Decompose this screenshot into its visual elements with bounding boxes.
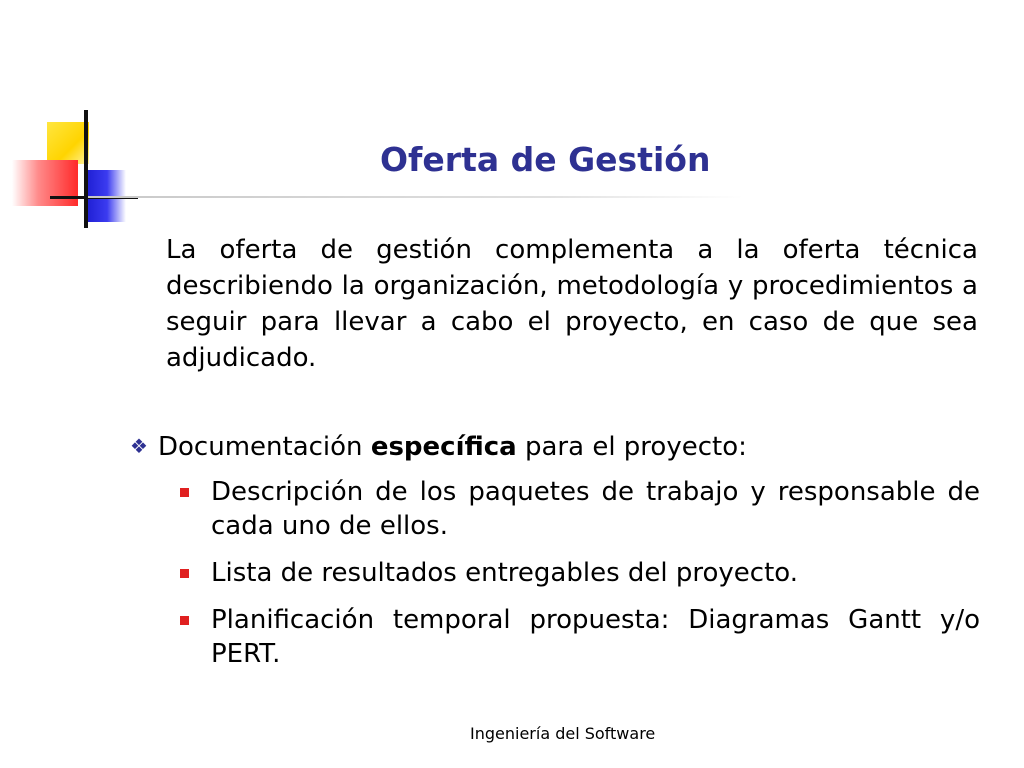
list-item-text: Lista de resultados entregables del proyecto. (211, 558, 798, 588)
list-item (180, 556, 980, 590)
square-bullet-icon (180, 616, 189, 625)
square-bullet-icon (180, 569, 189, 578)
list-item (180, 603, 980, 671)
title-divider (88, 196, 743, 198)
intro-paragraph: La oferta de gestión complementa a la oferta técnica describiendo la organización, metodología y procedimientos a seguir para llevar a cabo el proyecto, en caso de que sea adjudicado. (166, 235, 978, 373)
yellow-square (47, 122, 89, 164)
list-item-text: Descripción de los paquetes de trabajo y responsable de cada uno de ellos. (211, 477, 980, 541)
decorative-logo (0, 0, 160, 240)
section-bold: específica (370, 432, 517, 462)
section-suffix: para el proyecto: (516, 432, 747, 462)
diamond-cluster-icon: ❖ (130, 434, 148, 458)
slide-title: Oferta de Gestión (380, 140, 711, 179)
list-item (180, 475, 980, 543)
footer-text: Ingeniería del Software (470, 724, 656, 743)
square-bullet-icon (180, 488, 189, 497)
vertical-line (84, 110, 88, 228)
list-item-text: Planificación temporal propuesta: Diagramas Gantt y/o PERT. (211, 605, 980, 669)
section-prefix: Documentación (158, 432, 371, 462)
red-square (12, 160, 78, 206)
bullet-list (180, 475, 980, 684)
section-heading (130, 428, 980, 465)
